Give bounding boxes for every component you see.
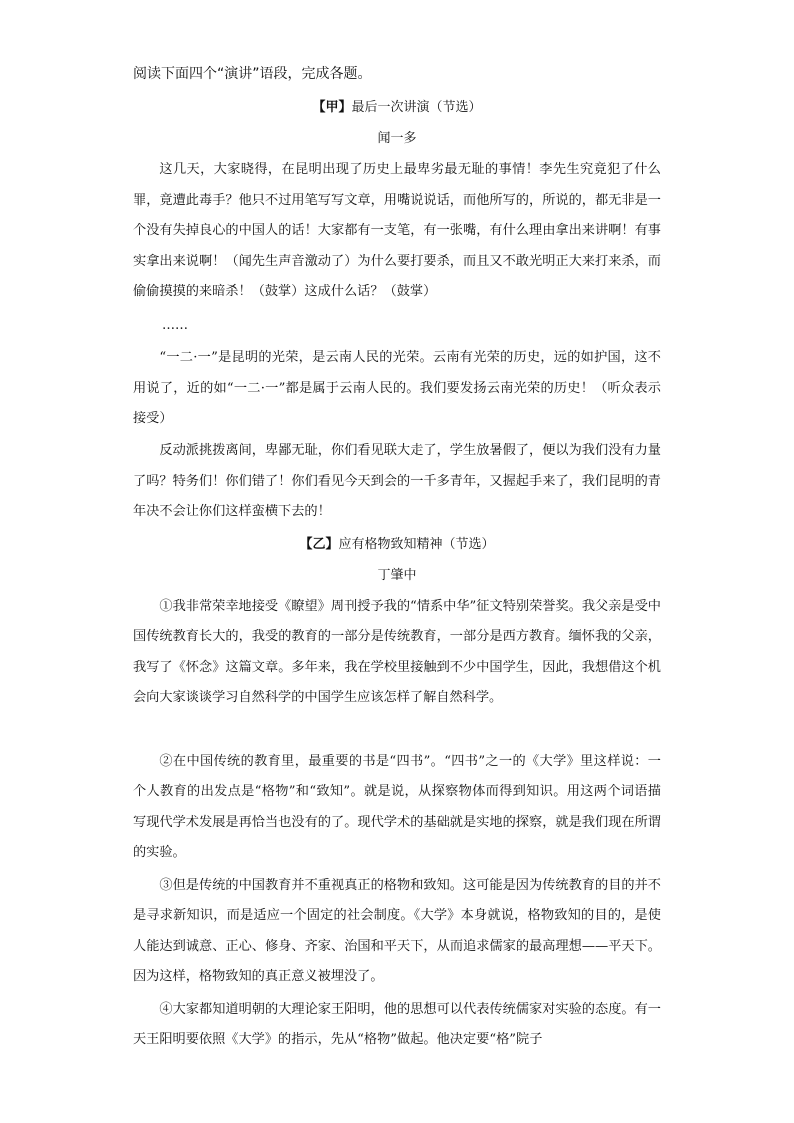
section-jia-label: 【甲】 (312, 100, 352, 115)
section-yi-author: 丁肇中 (377, 568, 417, 583)
jia-ellipsis: …… (162, 318, 188, 333)
jia-paragraph-2: “一二·一”是昆明的光荣，是云南人民的光荣。云南有光荣的历史，远的如护国，这不用说了，近的如“一二·一”都是属于云南人民的。我们要发扬云南光荣的历史！（听众表示接受） (133, 350, 661, 427)
section-yi-title-text: 应有格物致知精神（节选） (338, 537, 495, 552)
yi-paragraph-2: ②在中国传统的教育里，最重要的书是“四书”。“四书”之一的《大学》里这样说：一个人教育的出发点是“格物”和“致知”。就是说，从探察物体而得到知识。用这两个词语描写现代学术发展是再恰当也没有的了。现代学术的基础就是实地的探察，就是我们现在所谓的实验。 (133, 754, 661, 860)
section-jia-author: 闻一多 (377, 131, 417, 146)
jia-paragraph-3: 反动派挑拨离间，卑鄙无耻，你们看见联大走了，学生放暑假了，便以为我们没有力量了吗？特务们！你们错了！你们看见今天到会的一千多青年，又握起手来了，我们昆明的青年决不会让你们这样蛮横下去的！ (133, 443, 661, 520)
yi-paragraph-4: ④大家都知道明朝的大理论家王阳明，他的思想可以代表传统儒家对实验的态度。有一天王阳明要依照《大学》的指示，先从“格物”做起。他决定要“格”院子 (133, 1002, 661, 1048)
section-yi-title (133, 535, 661, 555)
jia-paragraph-1: 这几天，大家晓得，在昆明出现了历史上最卑劣最无耻的事情！李先生究竟犯了什么罪，竟遭此毒手？他只不过用笔写写文章，用嘴说说话，而他所写的，所说的，都无非是一个没有失掉良心的中国人的话！大家都有一支笔，有一张嘴，有什么理由拿出来讲啊！有事实拿出来说啊！（闻先生声音激动了）为什么要打要杀，而且又不敢光明正大来打来杀，而偷偷摸摸的来暗杀！（鼓掌）这成什么话？（鼓掌） (133, 162, 661, 300)
instruction-text: 阅读下面四个“演讲”语段，完成各题。 (133, 66, 372, 82)
section-jia-title (133, 98, 661, 118)
yi-paragraph-1: ①我非常荣幸地接受《瞭望》周刊授予我的“情系中华”征文特别荣誉奖。我父亲是受中国传统教育长大的，我受的教育的一部分是传统教育，一部分是西方教育。缅怀我的父亲，我写了《怀念》这篇文章。多年来，我在学校里接触到不少中国学生，因此，我想借这个机会向大家谈谈学习自然科学的中国学生应该怎样了解自然科学。 (133, 599, 661, 705)
section-yi-label: 【乙】 (299, 537, 339, 552)
yi-paragraph-3: ③但是传统的中国教育并不重视真正的格物和致知。这可能是因为传统教育的目的并不是寻求新知识，而是适应一个固定的社会制度。《大学》本身就说，格物致知的目的，是使人能达到诚意、正心、修身、齐家、治国和平天下，从而追求儒家的最高理想——平天下。因为这样，格物致知的真正意义被埋没了。 (133, 878, 661, 984)
section-jia-title-text: 最后一次讲演（节选） (351, 100, 482, 115)
